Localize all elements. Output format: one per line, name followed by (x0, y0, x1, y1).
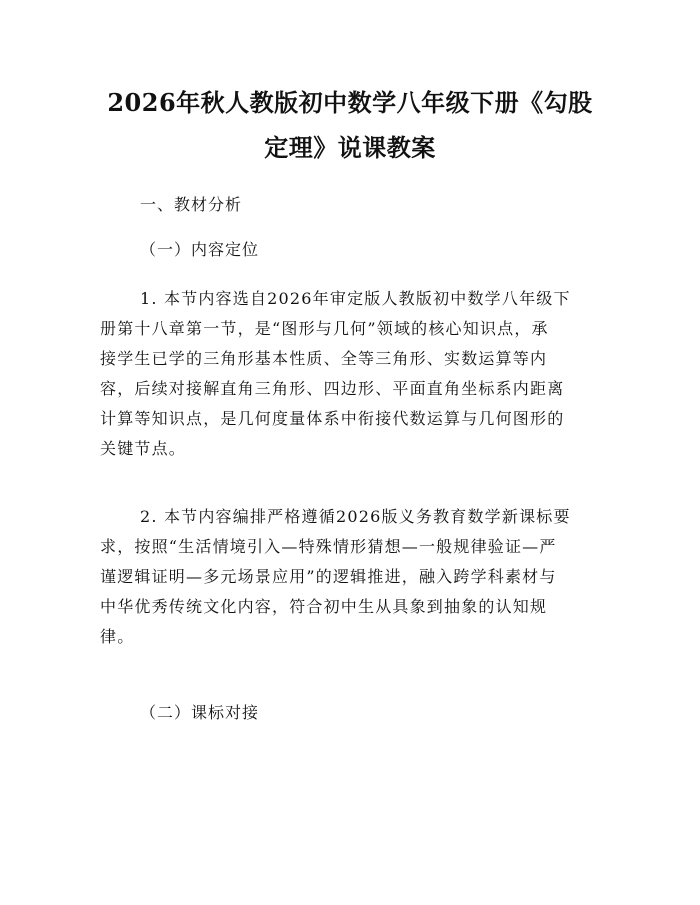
paragraph-2-line: 求，按照“生活情境引入—特殊情形猜想—一般规律验证—严 (100, 537, 557, 556)
subsection-heading-content-positioning: （一）内容定位 (140, 240, 260, 259)
paragraph-1-line: 关键节点。 (100, 439, 187, 458)
paragraph-2-line: 谨逻辑证明—多元场景应用”的逻辑推进，融入跨学科素材与 (100, 567, 557, 586)
document-title-line-2: 定理》说课教案 (264, 133, 436, 162)
paragraph-1-line: 1. 本节内容选自2026年审定版人教版初中数学八年级下 (140, 289, 571, 308)
paragraph-2-line: 律。 (100, 627, 135, 646)
paragraph-2-line: 2. 本节内容编排严格遵循2026版义务教育数学新课标要 (140, 507, 571, 526)
subsection-heading-curriculum-alignment: （二）课标对接 (140, 703, 260, 722)
section-heading: 一、教材分析 (140, 195, 243, 214)
paragraph-1-line: 计算等知识点，是几何度量体系中衔接代数运算与几何图形的 (100, 409, 565, 428)
paragraph-2-line: 中华优秀传统文化内容，符合初中生从具象到抽象的认知规 (100, 597, 548, 616)
paragraph-1-line: 册第十八章第一节，是“图形与几何”领域的核心知识点，承 (100, 319, 549, 338)
paragraph-1-line: 容，后续对接解直角三角形、四边形、平面直角坐标系内距离 (100, 379, 565, 398)
document-title-line-1: 2026年秋人教版初中数学八年级下册《勾股 (107, 88, 593, 117)
paragraph-1-line: 接学生已学的三角形基本性质、全等三角形、实数运算等内 (100, 349, 548, 368)
